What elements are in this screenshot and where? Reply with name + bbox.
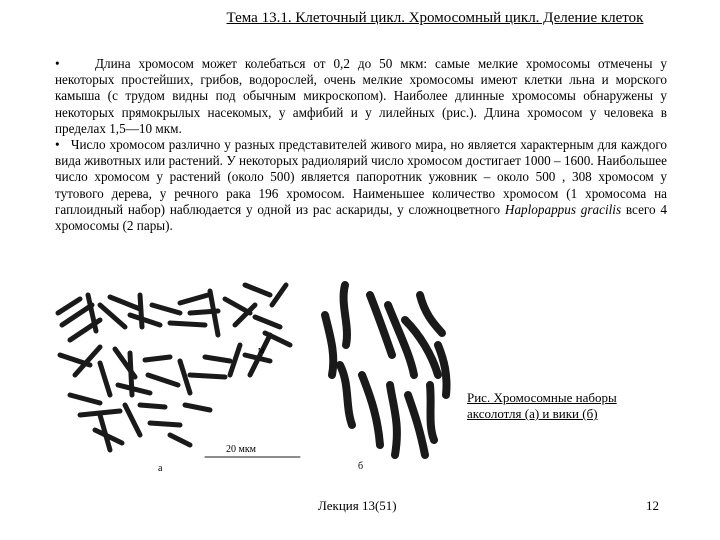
figure-caption: Рис. Хромосомные наборы аксолотля (а) и вики (б) (467, 390, 617, 421)
bullet-2: • (55, 137, 60, 153)
bullet-1: • (55, 56, 60, 71)
paragraph-2-text: Число хромосом различно у разных представителей живого мира, но является характерным для каждого вида животных или растений. У некоторых радиолярий число хромосом достигает 1000 – 1600. Наибольшее число хромосом у растений (около 500) является папоротник ужовник – около 500 , 308 хромосом у тутового дерева, у речного рака 196 хромосом. Наименьшее количество хромосом (1 хромосома на гаплоидный набор) наблюдается у одной из рас аскариды, у сложноцветного (55, 137, 668, 217)
paragraph-2-tail: всего 4 хромосомы (2 пары). (55, 201, 667, 234)
chromosome-set-b (325, 285, 447, 455)
chromosome-set-a (58, 285, 290, 450)
label-a: а (158, 463, 163, 474)
paragraph-1-text: Длина хромосом может колебаться от 0,2 до 50 мкм: самые мелкие хромосомы отмечены у некоторых простейших, грибов, водорослей, очень мелкие хромосомы имеют клетки льна и морского камыша (с трудом видны под обычным микроскопом). Наиболее длинные хромосомы обнаружены у некоторых прямокрылых насекомых, у амфибий и у лилейных (рис.). Длина хромосом у человека в пределах 1,5—10 мкм. (55, 56, 667, 136)
body-text (55, 56, 667, 234)
chromosome-figure (40, 265, 480, 475)
slide-title: Тема 13.1. Клеточный цикл. Хромосомный цикл. Деление клеток (226, 10, 644, 26)
label-b: б (358, 461, 364, 472)
species-name: Haplopappus gracilis (504, 201, 622, 217)
paragraph-chromosome-number (55, 137, 667, 234)
paragraph-chromosome-length (55, 56, 667, 137)
footer-page-number: 12 (646, 498, 659, 513)
label-m: м (258, 345, 265, 356)
footer-lecture: Лекция 13(51) (318, 498, 397, 513)
scale-label: 20 мкм (226, 444, 257, 455)
